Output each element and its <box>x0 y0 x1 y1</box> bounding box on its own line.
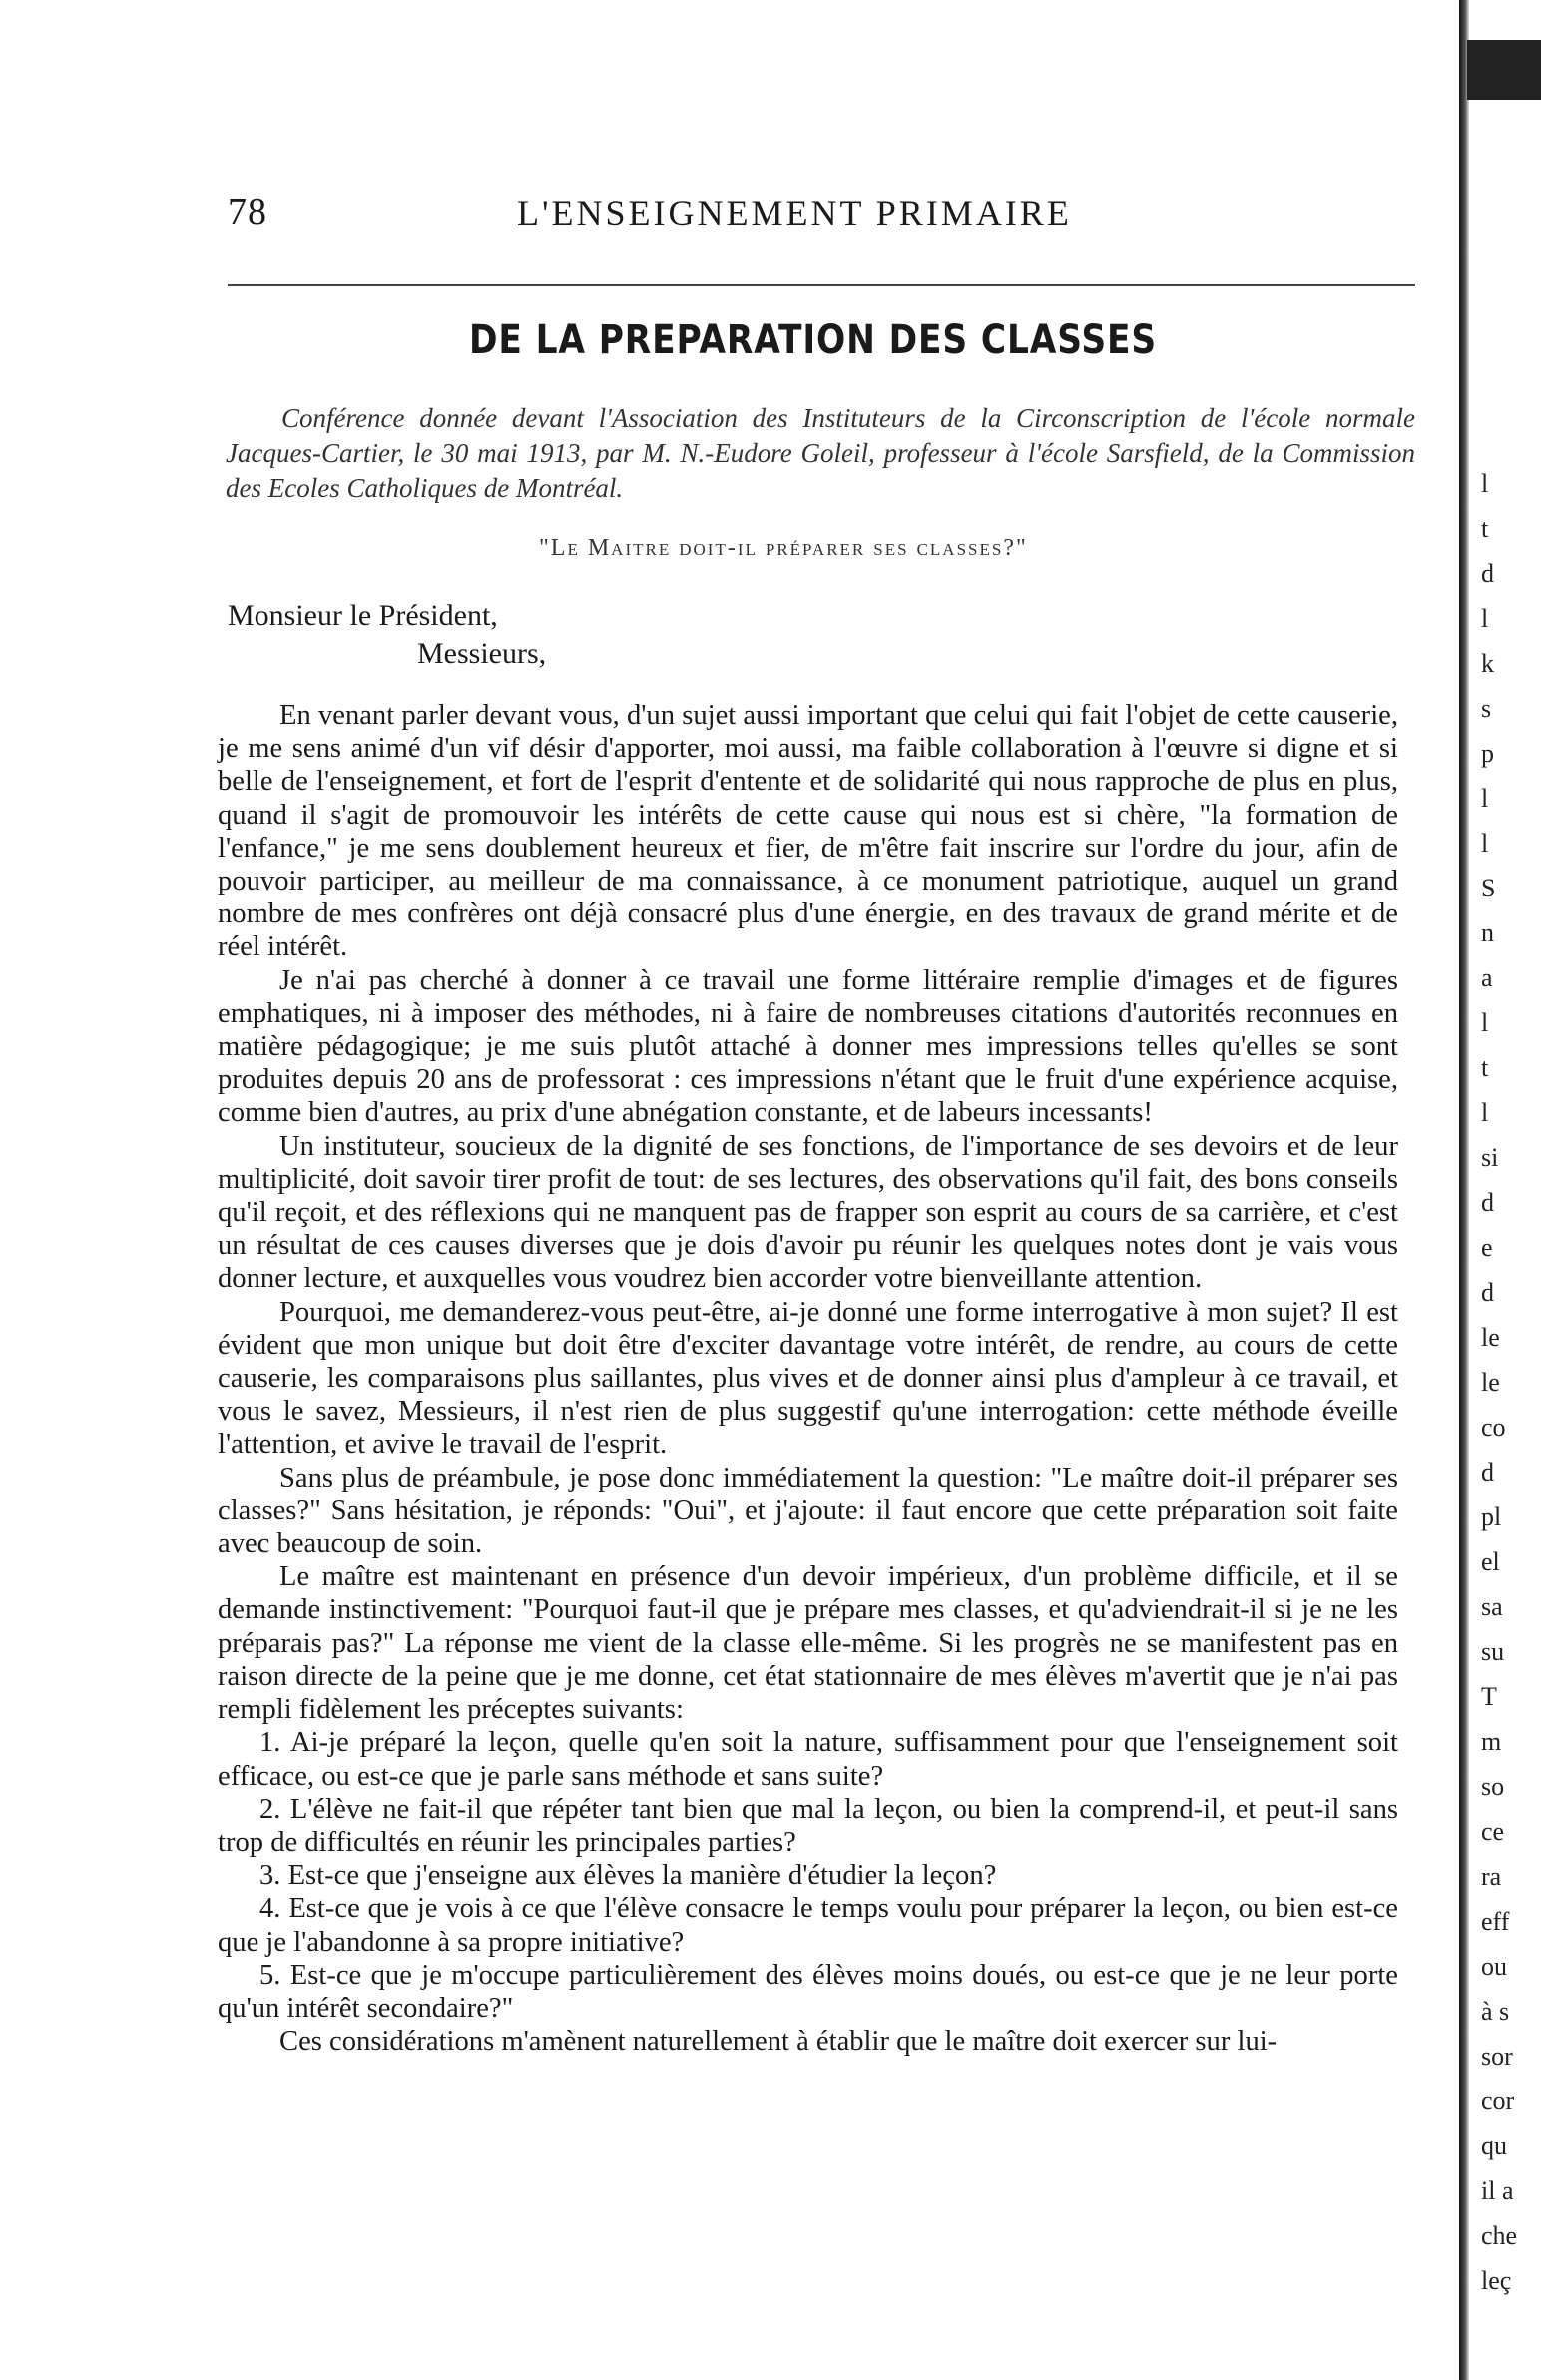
edge-fragment: s <box>1481 694 1492 723</box>
edge-fragment: co <box>1481 1413 1506 1442</box>
body-paragraph: Je n'ai pas cherché à donner à ce travail une forme littéraire remplie d'images et de figures emphatiques, ni à imposer des méthodes, ni à faire de nombreuses citations d'autorités reconnues en matière pédagogique; je me suis plutôt attaché à donner mes impressions telles qu'elles se sont produites depuis 20 ans de professorat : ces impressions n'étant que le fruit d'une expérience acquise, comme bien d'autres, au prix d'une abnégation constante, et de labeurs incessants! <box>218 964 1398 1129</box>
edge-fragment: qu <box>1481 2131 1507 2160</box>
body-paragraph: Sans plus de préambule, je pose donc immédiatement la question: "Le maître doit-il préparer ses classes?" Sans hésitation, je réponds: "Oui", et j'ajoute: il faut encore que cette préparation soit faite avec beaucoup de soin. <box>218 1462 1398 1560</box>
edge-fragment: S <box>1481 874 1496 902</box>
body-paragraph: Pourquoi, me demanderez-vous peut-être, ai-je donné une forme interrogative à mon sujet? Il est évident que mon unique but doit être d'exciter davantage votre intérêt, de rendre, au cours de cette causerie, les comparaisons plus saillantes, plus vives et de donner ainsi plus d'ampleur à ce travail, et vous le savez, Messieurs, il n'est rien de plus suggestif qu'une interrogation: cette méthode éveille l'attention, et avive le travail de l'esprit. <box>218 1296 1398 1461</box>
edge-fragment: eff <box>1481 1907 1510 1936</box>
edge-fragment: d <box>1481 559 1494 588</box>
edge-fragment: pl <box>1481 1502 1502 1531</box>
edge-fragment: leç <box>1481 2266 1512 2295</box>
header-rule <box>228 284 1415 286</box>
salutation-messieurs: Messieurs, <box>417 637 547 670</box>
edge-fragment: ce <box>1481 1817 1505 1846</box>
edge-fragment: à s <box>1481 1997 1510 2026</box>
edge-fragment: l <box>1481 1098 1489 1127</box>
body-paragraph: Le maître est maintenant en présence d'un devoir impérieux, d'un problème difficile, et il se demande instinctivement: "Pourquoi faut-il que je prépare mes classes, et qu'adviendrait-il si je ne les préparais pas?" La réponse me vient de la classe elle-même. Si les progrès ne se manifestent pas en raison directe de la peine que je me donne, cet état stationnaire de mes élèves m'avertit que je n'ai pas rempli fidèlement les préceptes suivants: <box>218 1561 1398 1726</box>
numbered-item: 5. Est-ce que je m'occupe particulièrement des élèves moins doués, ou est-ce que je ne leur porte qu'un intérêt secondaire?" <box>218 1959 1398 2024</box>
edge-fragment: m <box>1481 1727 1502 1756</box>
edge-fragment: n <box>1481 918 1494 947</box>
running-title: L'ENSEIGNEMENT PRIMAIRE <box>517 193 1072 233</box>
edge-fragment: sor <box>1481 2042 1513 2071</box>
edge-fragment: il a <box>1481 2176 1514 2205</box>
page-header <box>228 190 1116 240</box>
edge-fragment: sa <box>1481 1592 1503 1621</box>
body-paragraph: Un instituteur, soucieux de la dignité de ses fonctions, de l'importance de ses devoirs et de leur multiplicité, doit savoir tirer profit de tout: de ses lectures, des observations qu'il fait, des bons conseils qu'il reçoit, et des réflexions qui ne manquent pas de frapper son esprit au cours de sa carrière, et c'est un résultat de ces causes diverses que je dois d'avoir pu réunir les quelques notes dont je vais vous donner lecture, et auxquelles vous voudrez bien accorder votre bienveillante attention. <box>218 1130 1398 1295</box>
edge-fragment: l <box>1481 829 1489 858</box>
page-number: 78 <box>228 191 267 233</box>
edge-fragment: ou <box>1481 1952 1507 1981</box>
body-paragraph: En venant parler devant vous, d'un sujet aussi important que celui qui fait l'objet de cette causerie, je me sens animé d'un vif désir d'apporter, moi aussi, ma faible collaboration à l'œuvre si digne et si belle de l'enseignement, et fort de l'esprit d'entente et de solidarité qui nous rapproche de plus en plus, quand il s'agit de promouvoir les intérêts de cette cause qui nous est si chère, "la formation de l'enfance," je me sens doublement heureux et fier, de m'être fait inscrire sur l'ordre du jour, afin de pouvoir participer, au meilleur de ma connaissance, à ce monument patriotique, auquel un grand nombre de mes confrères ont déjà consacré plus d'une énergie, en des travaux de grand mérite et de réel intérêt. <box>218 700 1398 963</box>
article-subtitle: Conférence donnée devant l'Association des Instituteurs de la Circonscription de l'école normale Jacques-Cartier, le 30 mai 1913, par M. N.-Eudore Goleil, professeur à l'école Sarsfield, de la Commission des Ecoles Catholiques de Montréal. <box>226 403 1415 503</box>
article-body <box>218 699 1398 2058</box>
edge-fragment: si <box>1481 1143 1499 1172</box>
edge-fragment: le <box>1481 1368 1500 1397</box>
edge-fragment: le <box>1481 1323 1500 1352</box>
edge-fragment: cor <box>1481 2086 1515 2115</box>
edge-fragment: d <box>1481 1188 1494 1217</box>
edge-fragment: t <box>1481 514 1489 543</box>
edge-fragment: che <box>1481 2221 1518 2250</box>
edge-fragment: ra <box>1481 1862 1502 1891</box>
edge-fragment: e <box>1481 1233 1493 1262</box>
edge-fragment: l <box>1481 784 1489 813</box>
scan-dark-band <box>1467 40 1541 100</box>
edge-fragment: su <box>1481 1637 1505 1666</box>
edge-fragment: so <box>1481 1772 1505 1801</box>
facing-page-edge <box>1459 0 1541 2380</box>
article-title: DE LA PREPARATION DES CLASSES <box>469 317 1157 363</box>
edge-fragment: l <box>1481 469 1489 498</box>
closing-paragraph: Ces considérations m'amènent naturellement à établir que le maître doit exercer sur lui- <box>279 2026 1278 2058</box>
salutation-president: Monsieur le Président, <box>228 599 498 632</box>
numbered-item: 1. Ai-je préparé la leçon, quelle qu'en soit la nature, suffisamment pour que l'enseignement soit efficace, ou est-ce que je parle sans méthode et sans suite? <box>218 1727 1398 1792</box>
question-heading: "Le Maitre doit-il préparer ses classes?" <box>539 535 1028 561</box>
numbered-item: 4. Est-ce que je vois à ce que l'élève consacre le temps voulu pour préparer la leçon, ou bien est-ce que je l'abandonne à sa propre initiative? <box>218 1893 1398 1958</box>
edge-fragment: el <box>1481 1547 1500 1576</box>
page-gutter-shadow <box>1459 0 1469 2380</box>
edge-fragment: T <box>1481 1682 1497 1711</box>
edge-fragment: a <box>1481 963 1493 992</box>
edge-fragment: p <box>1481 739 1494 768</box>
edge-fragment: d <box>1481 1458 1494 1487</box>
edge-fragment: k <box>1481 649 1494 678</box>
numbered-item: 2. L'élève ne fait-il que répéter tant bien que mal la leçon, ou bien la comprend-il, et peut-il sans trop de difficultés en réunir les principales parties? <box>218 1793 1398 1858</box>
edge-fragment: d <box>1481 1278 1494 1307</box>
edge-fragment: l <box>1481 604 1489 633</box>
edge-fragment: t <box>1481 1053 1489 1082</box>
edge-fragment: l <box>1481 1008 1489 1037</box>
numbered-item: 3. Est-ce que j'enseigne aux élèves la manière d'étudier la leçon? <box>259 1860 997 1892</box>
